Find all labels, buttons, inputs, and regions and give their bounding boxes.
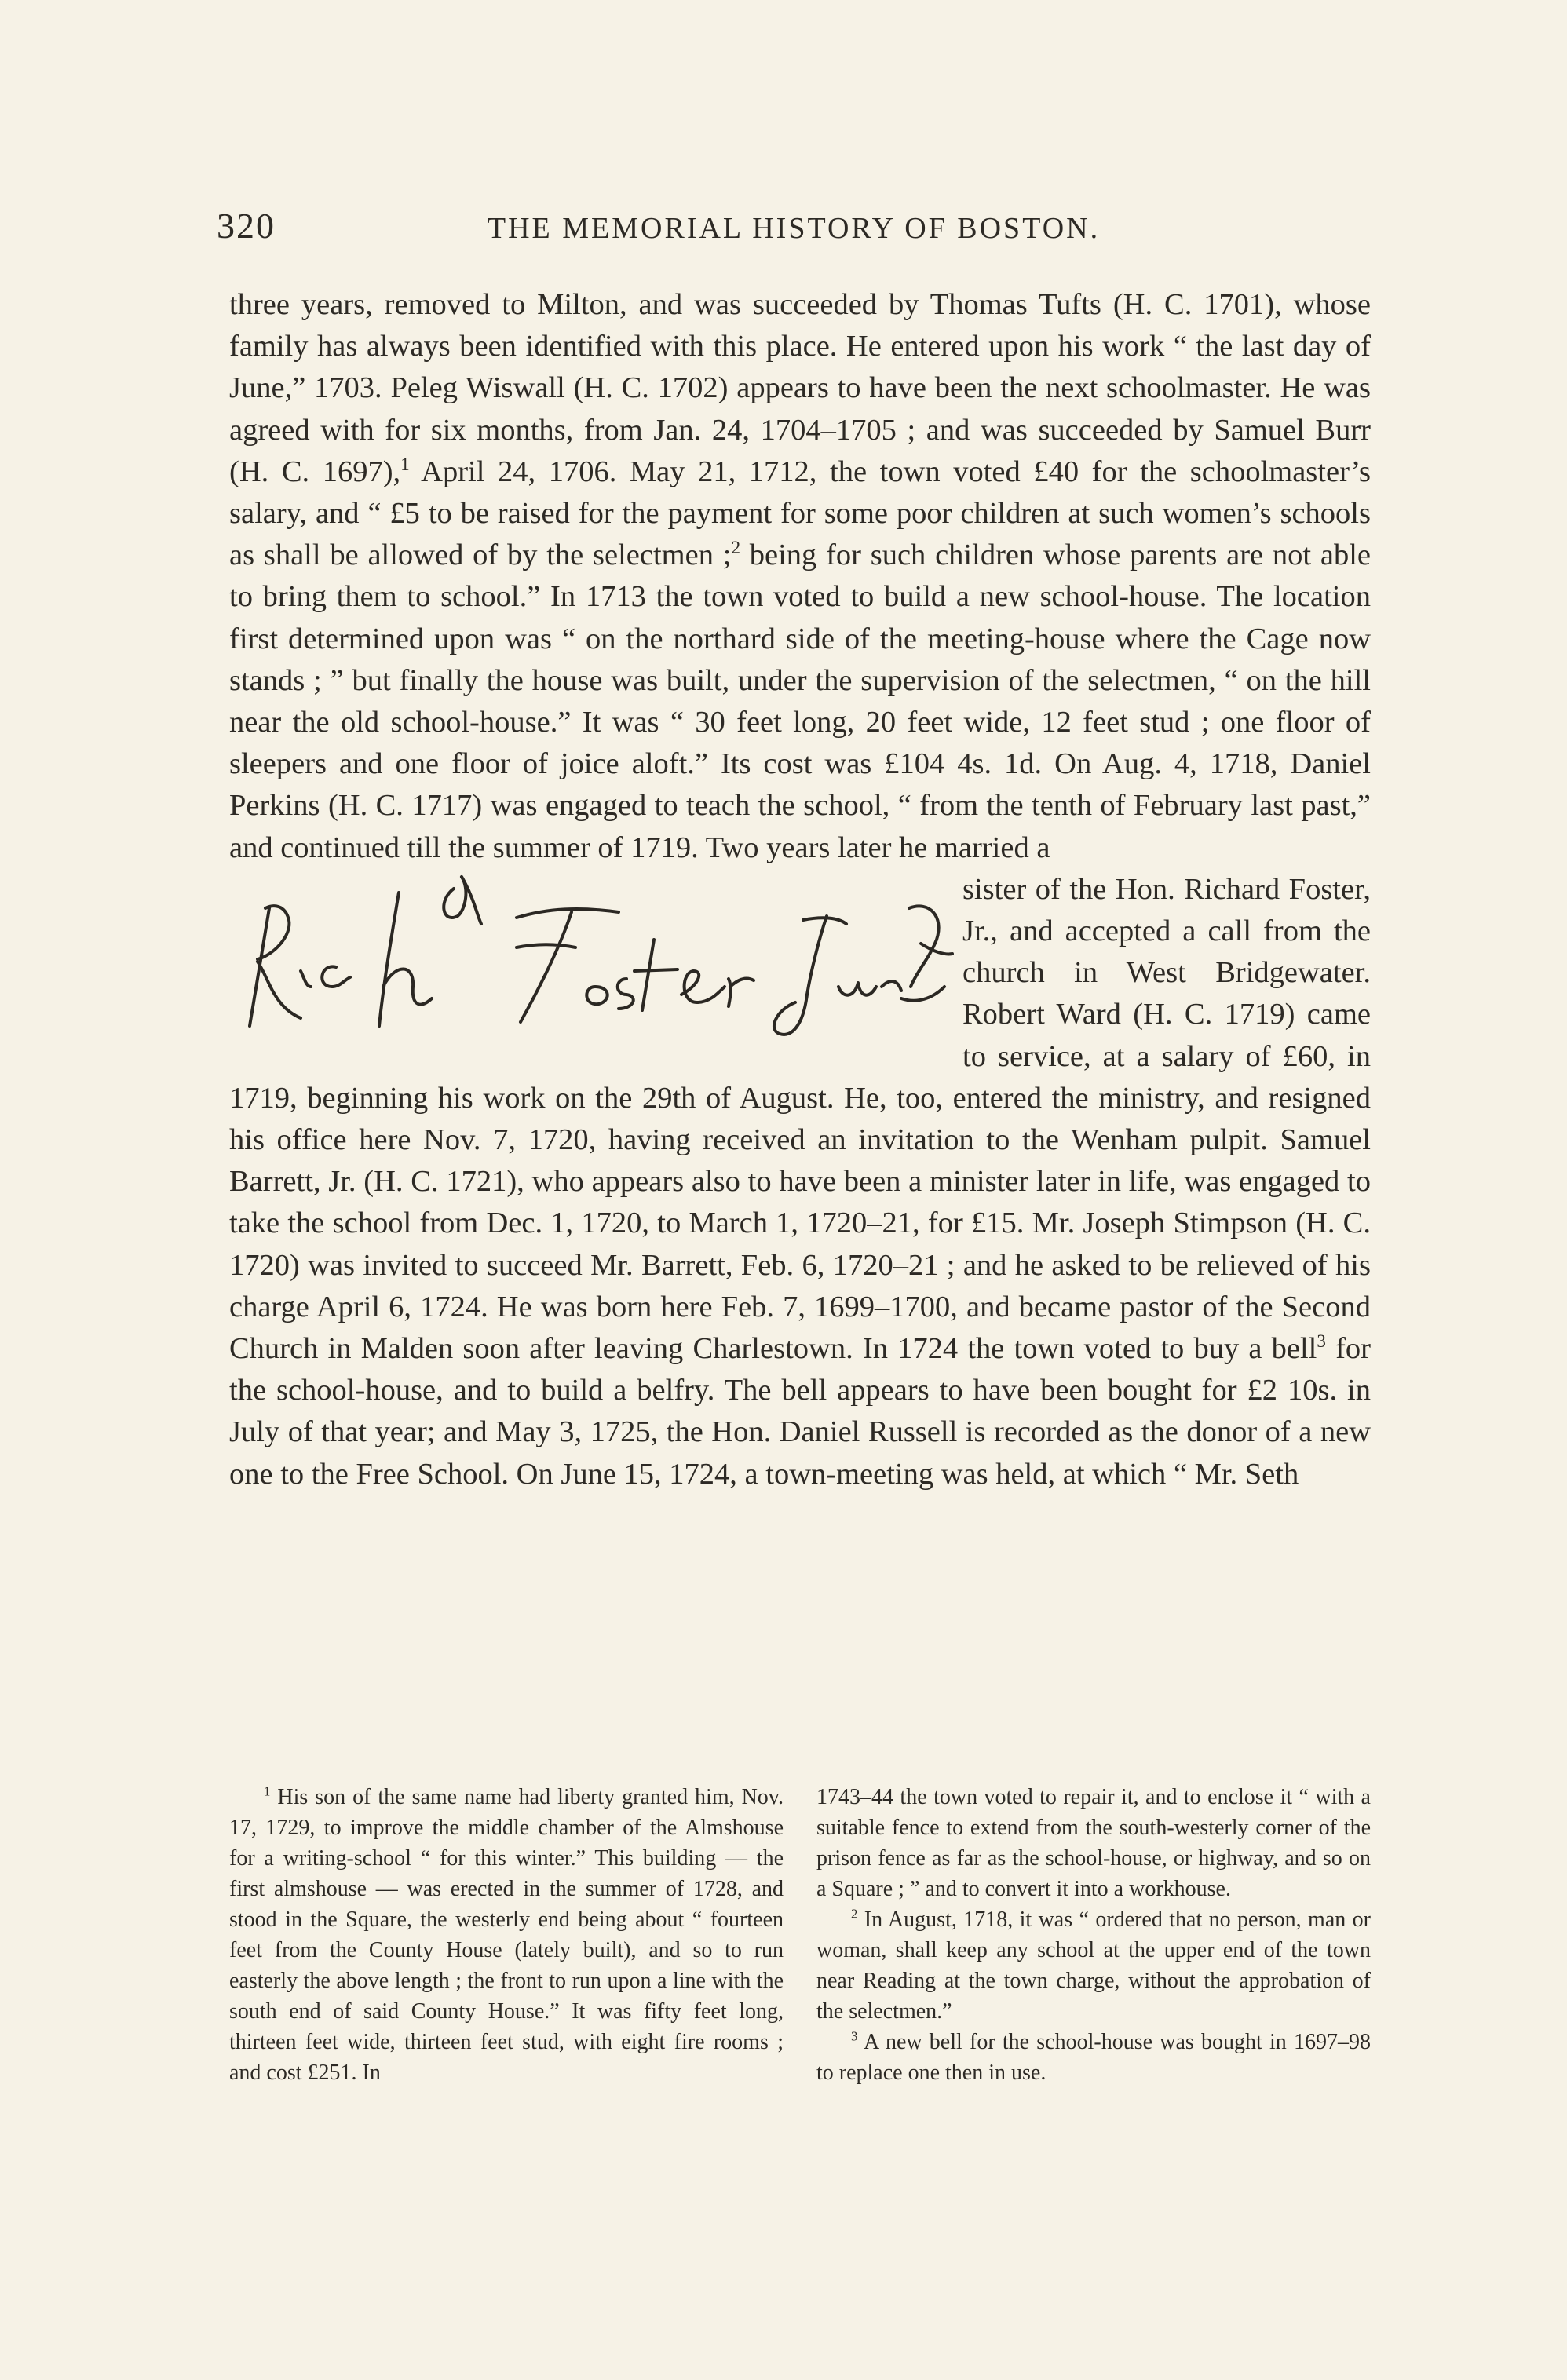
text-segment: three years, removed to Milton, and was succeeded by Thomas Tufts (H. C. 1701), whose family has always been identified with this place. He entered upon his work “ the last day of June,” 1703. Peleg Wiswall (H. C. 1702) appears to have been the next schoolmaster. He was agreed with for six months, from Jan. 24, 1704–1705 ; and was succeeded by Samuel Burr (H. C. 1697), — [229, 288, 1371, 488]
page-header — [217, 200, 1371, 263]
running-title: THE MEMORIAL HISTORY OF BOSTON. — [487, 212, 1101, 245]
footnote-marker: 3 — [851, 2028, 858, 2044]
footnote-ref-2: 2 — [731, 537, 740, 558]
footnote-3 — [816, 2027, 1371, 2088]
footnote-text: In August, 1718, it was “ ordered that no person, man or woman, shall keep any school at the upper end of the town near Reading at the town charge, without the approbation of the selectmen.” — [816, 1907, 1371, 2024]
footnote-text: A new bell for the school-house was bought in 1697–98 to replace one then in use. — [816, 2030, 1371, 2085]
footnote-column-right — [816, 1782, 1371, 2088]
footnote-2 — [816, 1904, 1371, 2027]
footnote-text: His son of the same name had liberty granted him, Nov. 17, 1729, to improve the middle chamber of the Almshouse for a writing-school “ for this winter.” This building — the first almshouse — was erected in the summer of 1728, and stood in the Square, the westerly end being about “ fourteen feet from the County House (lately built), and so to run easterly the above length ; the front to run upon a line with the south end of said County House.” It was fifty feet long, thirteen feet wide, thirteen feet stud, with eight fire rooms ; and cost £251. In — [229, 1785, 784, 2085]
handwritten-signature-icon — [226, 869, 964, 1042]
footnote-marker: 2 — [851, 1906, 858, 1922]
text-segment: April 24, 1706. May 21, 1712, the town voted £40 for the schoolmaster’s salary, and “ £5 to be raised for the payment for some poor children at such women’s schools as shall be allowed of by the selectmen ; — [229, 454, 1371, 572]
text-segment: sister of the Hon. Richard Foster, Jr., and accepted a call from the church in West Bridgewater. Robert Ward (H. C. 1719) came to service, at a salary of £60, in 1719, beginning his work on the 29th of August. He, too, entered the ministry, and resigned his office here Nov. 7, 1720, having received an invitation to the Wenham pulpit. Samuel Barrett, Jr. (H. C. 1721), who appears also to have been a minister later in life, was engaged to take the school from Dec. 1, 1720, to March 1, 1720–21, for £15. Mr. Joseph Stimpson (H. C. 1720) was invited to succeed Mr. Barrett, Feb. 6, 1720–21 ; and he asked to be relieved of his charge April 6, 1724. He was born here Feb. 7, 1699–1700, and became pastor of the Second Church in Malden soon after leaving Charlestown. In 1724 the town voted to buy a bell — [229, 872, 1371, 1366]
footnotes — [229, 1782, 1371, 2088]
footnote-column-left — [229, 1782, 784, 2088]
footnote-ref-3: 3 — [1317, 1331, 1326, 1352]
page-number: 320 — [217, 206, 276, 246]
text-segment: being for such children whose parents are not able to bring them to school.” In 1713 the town voted to build a new school-house. The location first determined upon was “ on the northard side of the meeting-house where the Cage now stands ; ” but finally the house was built, under the supervision of the selectmen, “ on the hill near the old school-house.” It was “ 30 feet long, 20 feet wide, 12 feet stud ; one floor of sleepers and one floor of joice aloft.” Its cost was £104 4s. 1d. On Aug. 4, 1718, Daniel Perkins (H. C. 1717) was engaged to teach the school, “ from the tenth of February last past,” and continued till the summer of 1719. Two years later he married a — [229, 538, 1371, 864]
main-text — [229, 284, 1371, 1495]
footnote-1-continued: 1743–44 the town voted to repair it, and to enclose it “ with a suitable fence to extend from the south-westerly corner of the prison fence as far as the school-house, or highway, and so on a Square ; ” and to convert it into a workhouse. — [816, 1785, 1371, 1901]
footnote-ref-1: 1 — [400, 453, 410, 474]
signature-image — [229, 872, 959, 1039]
footnote-marker: 1 — [264, 1783, 271, 1799]
footnote-1 — [229, 1782, 784, 2088]
text-segment: for the school-house, and to build a belfry. The bell appears to have been bought for £2 10s. in July of that year; and May 3, 1725, the Hon. Daniel Russell is recorded as the donor of a new one to the Free School. On June 15, 1724, a town-meeting was held, at which “ Mr. Seth — [229, 1332, 1371, 1491]
body-paragraph — [229, 284, 1371, 869]
